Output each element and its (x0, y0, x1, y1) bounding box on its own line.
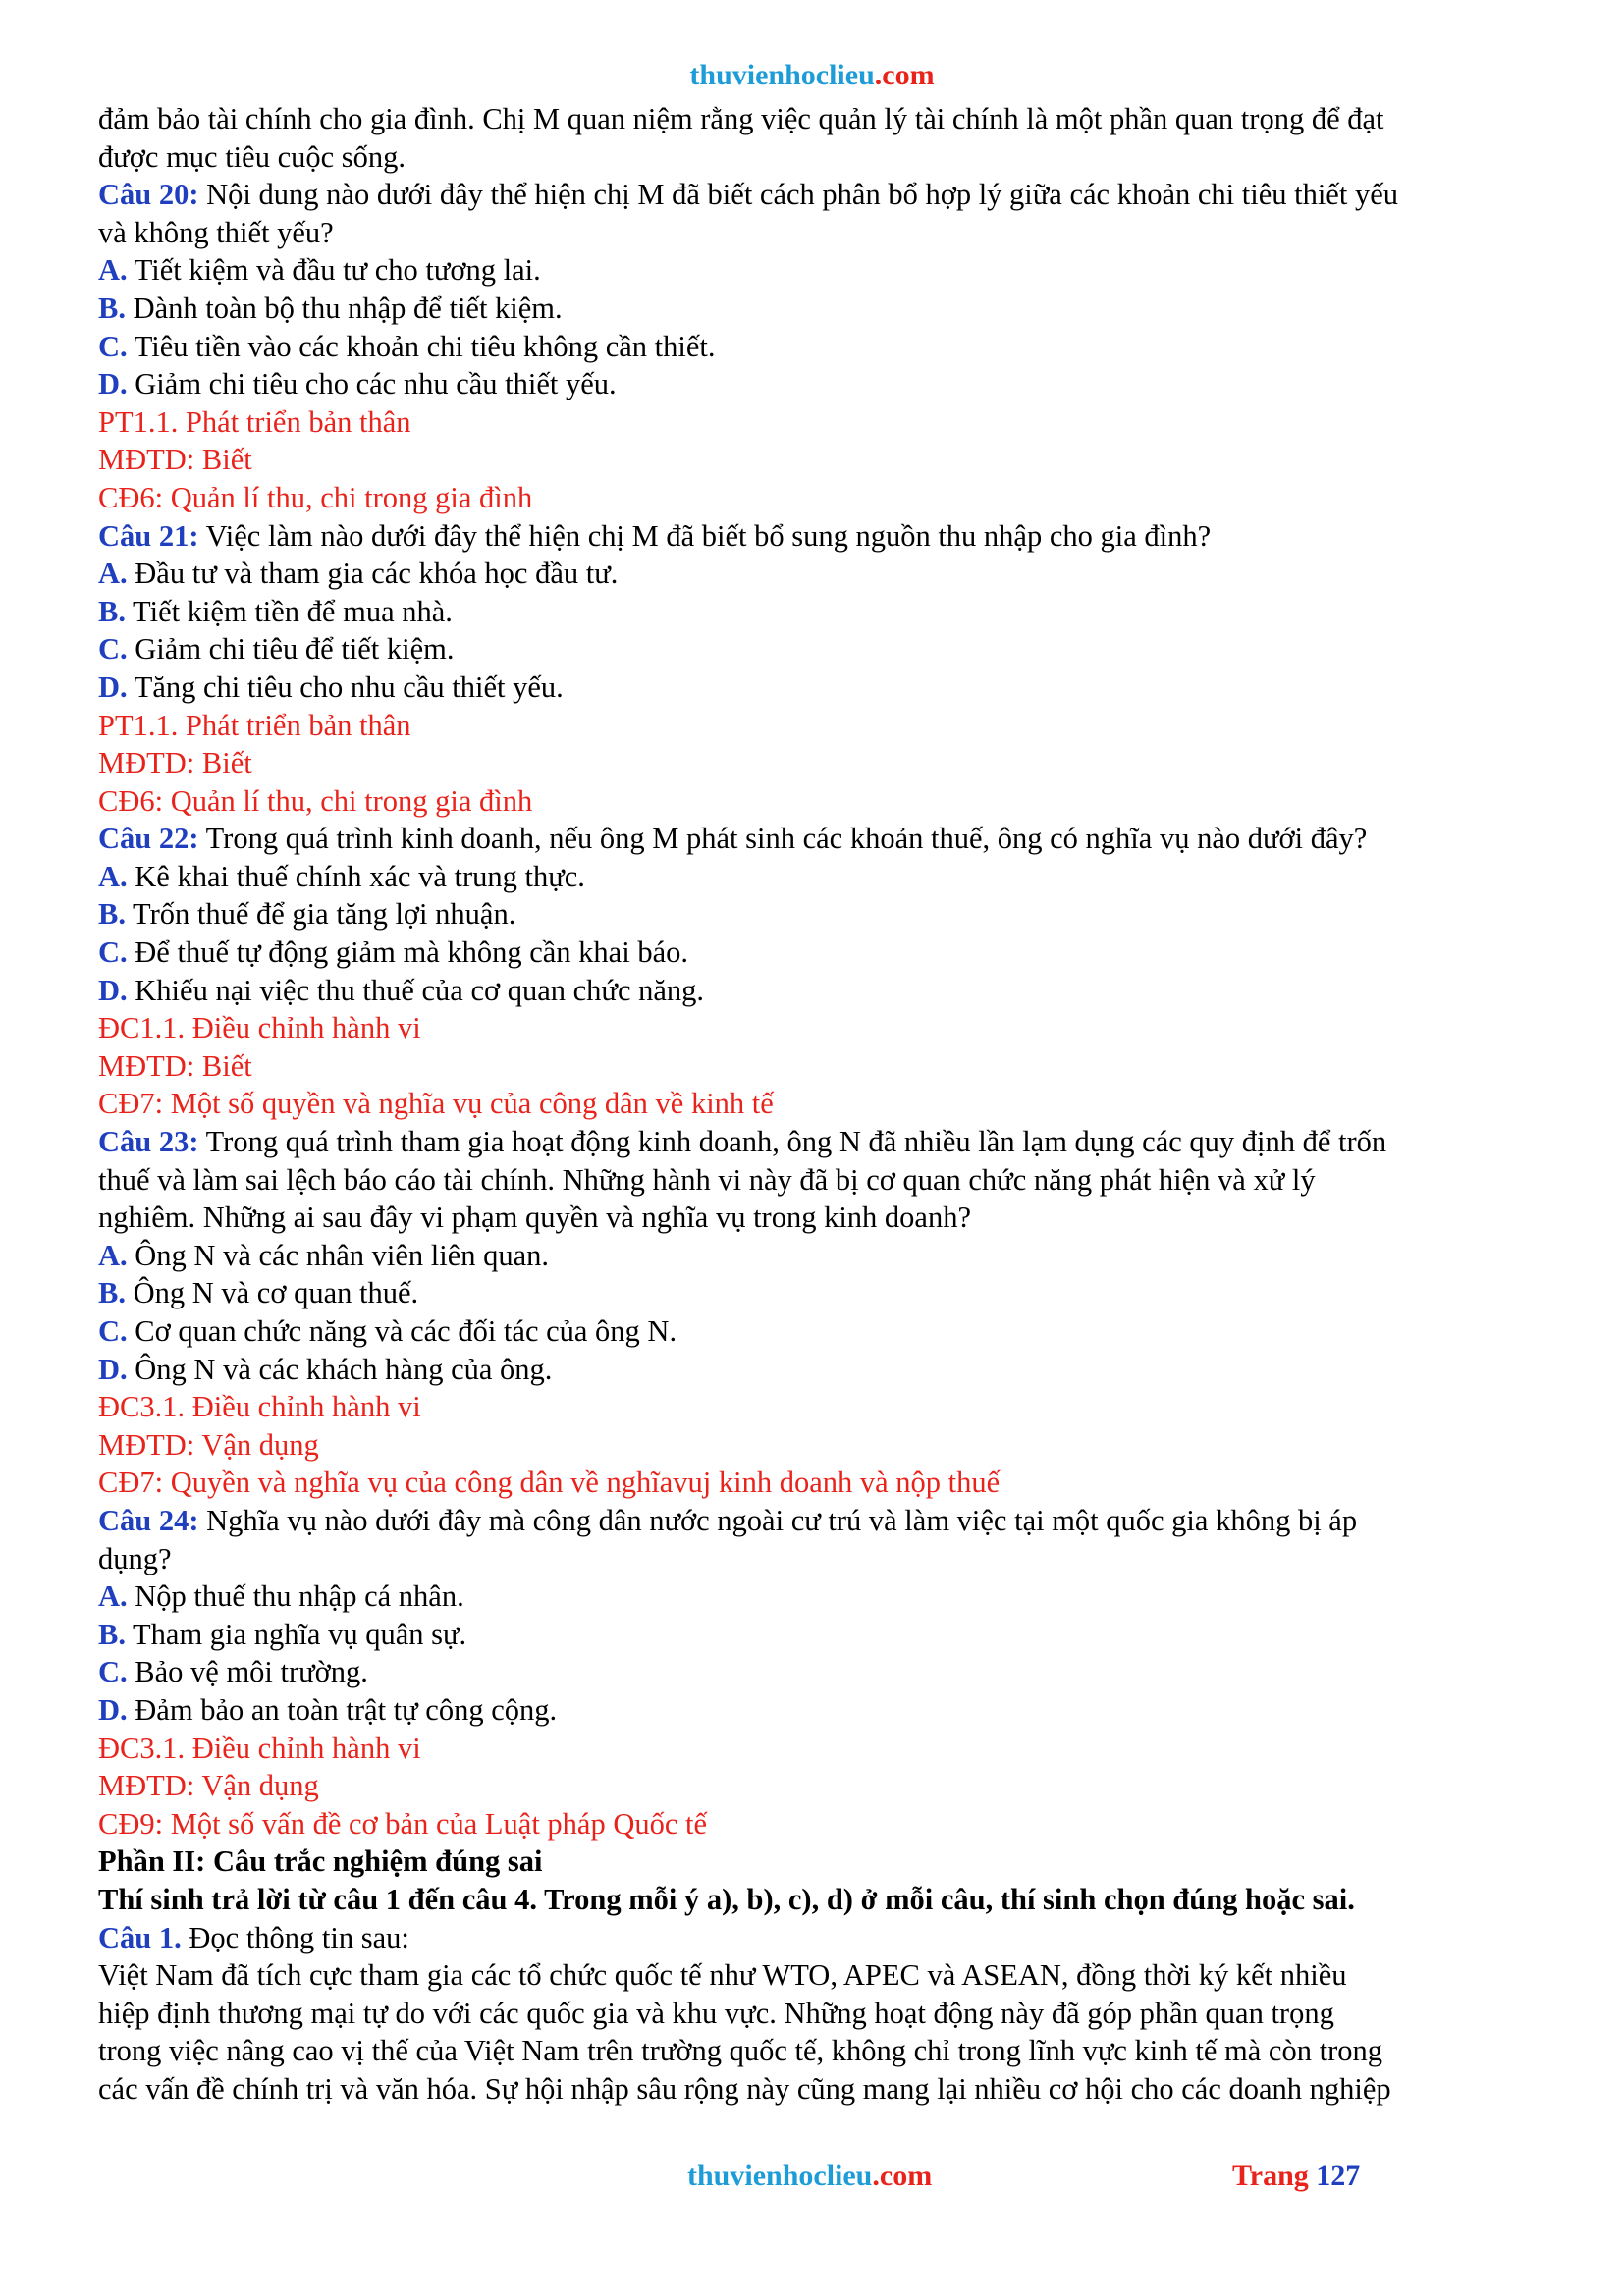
option-letter: D. (98, 973, 128, 1007)
option-b (98, 593, 1532, 631)
option-letter: B. (98, 594, 126, 628)
page-label: Trang (1232, 2160, 1317, 2192)
section-title: Phần II: Câu trắc nghiệm đúng sai (98, 1844, 543, 1879)
question-text: Đọc thông tin sau: (181, 1920, 409, 1954)
question-label: Câu 23: (98, 1125, 199, 1159)
question-23 (98, 1123, 1532, 1161)
question-skill: PT1.1. Phát triển bản thân (98, 708, 411, 742)
intro-line: đảm bảo tài chính cho gia đình. Chị M quan niệm rằng việc quản lý tài chính là một phần quan trọng để đạt (98, 102, 1384, 135)
option-d (98, 668, 1532, 707)
option-letter: B. (98, 897, 126, 932)
option-letter: C. (98, 632, 128, 667)
option-letter: C. (98, 1314, 128, 1348)
option-text: Đảm bảo an toàn trật tự công cộng. (127, 1692, 558, 1727)
option-c (98, 1312, 1532, 1351)
option-text: Tăng chi tiêu cho nhu cầu thiết yếu. (127, 669, 564, 704)
header-brand-name[interactable]: thuvienhoclieu (689, 59, 875, 91)
option-d (98, 1691, 1532, 1730)
option-text: Tham gia nghĩa vụ quân sự. (125, 1617, 467, 1651)
question-level: MĐTD: Biết (98, 443, 252, 477)
question-level: MĐTD: Vận dụng (98, 1769, 319, 1803)
option-c (98, 1653, 1532, 1691)
option-text: Giảm chi tiêu cho các nhu cầu thiết yếu. (127, 367, 617, 401)
page-number (1232, 2160, 1360, 2193)
question-skill: ĐC3.1. Điều chỉnh hành vi (98, 1390, 421, 1424)
footer-brand-name: thuvienhoclieu (687, 2160, 873, 2192)
option-text: Dành toàn bộ thu nhập để tiết kiệm. (125, 291, 563, 325)
document-body (98, 100, 1532, 2108)
option-text: Khiếu nại việc thu thuế của cơ quan chức năng. (127, 973, 705, 1007)
question-topic: CĐ9: Một số vấn đề cơ bản của Luật pháp Quốc tế (98, 1806, 708, 1841)
question-skill: ĐC1.1. Điều chỉnh hành vi (98, 1011, 421, 1045)
question-label: Câu 20: (98, 178, 199, 212)
option-b (98, 1616, 1532, 1654)
question-text: Nghĩa vụ nào dưới đây mà công dân nước ngoài cư trú và làm việc tại một quốc gia không bị áp (198, 1503, 1358, 1537)
option-text: Để thuế tự động giảm mà không cần khai báo. (127, 935, 688, 970)
question-21 (98, 517, 1532, 556)
option-text: Tiêu tiền vào các khoản chi tiêu không cần thiết. (127, 329, 716, 363)
question-22 (98, 820, 1532, 858)
option-a (98, 858, 1532, 896)
question-text-line: dụng? (98, 1541, 172, 1575)
option-b (98, 290, 1532, 328)
intro-line: được mục tiêu cuộc sống. (98, 139, 406, 174)
option-text: Tiết kiệm và đầu tư cho tương lai. (127, 253, 541, 288)
option-text: Bảo vệ môi trường. (127, 1655, 368, 1689)
option-text: Tiết kiệm tiền để mua nhà. (125, 594, 453, 628)
footer-brand-domain: .com (872, 2160, 933, 2192)
option-a (98, 1577, 1532, 1616)
option-letter: B. (98, 291, 126, 325)
option-letter: C. (98, 935, 128, 970)
question-label: Câu 24: (98, 1503, 199, 1537)
passage-line: hiệp định thương mại tự do với các quốc gia và khu vực. Những hoạt động này đã góp phần quan trọng (98, 1996, 1334, 2030)
question-text: Nội dung nào dưới đây thể hiện chị M đã biết cách phân bổ hợp lý giữa các khoản chi tiêu thiết yếu (198, 178, 1398, 212)
part2-question-1 (98, 1919, 1532, 1957)
passage-line: Việt Nam đã tích cực tham gia các tổ chức quốc tế như WTO, APEC và ASEAN, đồng thời ký kết nhiều (98, 1958, 1347, 1993)
option-text: Trốn thuế để gia tăng lợi nhuận. (125, 897, 516, 932)
question-20 (98, 176, 1532, 214)
question-24 (98, 1502, 1532, 1540)
option-b (98, 1274, 1532, 1312)
option-c (98, 328, 1532, 366)
question-label: Câu 1. (98, 1920, 182, 1954)
option-text: Đầu tư và tham gia các khóa học đầu tư. (127, 557, 619, 591)
option-letter: D. (98, 367, 128, 401)
question-text-line: thuế và làm sai lệch báo cáo tài chính. Những hành vi này đã bị cơ quan chức năng phát hiện và xử lý (98, 1162, 1316, 1197)
option-letter: B. (98, 1617, 126, 1651)
page-number-value: 127 (1316, 2160, 1361, 2192)
question-text: Trong quá trình kinh doanh, nếu ông M phát sinh các khoản thuế, ông có nghĩa vụ nào dưới đây? (198, 822, 1368, 856)
question-text: Việc làm nào dưới đây thể hiện chị M đã biết bổ sung nguồn thu nhập cho gia đình? (198, 518, 1212, 553)
section-instruction: Thí sinh trả lời từ câu 1 đến câu 4. Trong mỗi ý a), b), c), d) ở mỗi câu, thí sinh chọn đúng hoặc sai. (98, 1882, 1355, 1916)
option-c (98, 630, 1532, 668)
question-level: MĐTD: Vận dụng (98, 1427, 319, 1462)
option-text: Ông N và các khách hàng của ông. (127, 1352, 553, 1386)
question-skill: ĐC3.1. Điều chỉnh hành vi (98, 1731, 421, 1765)
page-header (0, 59, 1624, 92)
option-letter: A. (98, 859, 128, 893)
option-d (98, 1351, 1532, 1389)
question-level: MĐTD: Biết (98, 746, 252, 780)
question-topic: CĐ6: Quản lí thu, chi trong gia đình (98, 783, 533, 818)
option-a (98, 1237, 1532, 1275)
option-letter: A. (98, 1238, 128, 1272)
question-level: MĐTD: Biết (98, 1048, 252, 1083)
option-letter: D. (98, 1692, 128, 1727)
option-text: Nộp thuế thu nhập cá nhân. (127, 1579, 464, 1614)
option-text: Giảm chi tiêu để tiết kiệm. (127, 632, 455, 667)
question-topic: CĐ7: Một số quyền và nghĩa vụ của công dân về kinh tế (98, 1087, 774, 1121)
option-text: Kê khai thuế chính xác và trung thực. (127, 859, 585, 893)
option-letter: D. (98, 1352, 128, 1386)
footer-brand[interactable] (687, 2160, 932, 2193)
option-letter: B. (98, 1276, 126, 1310)
option-letter: C. (98, 329, 128, 363)
option-a (98, 555, 1532, 593)
passage-line: các vấn đề chính trị và văn hóa. Sự hội nhập sâu rộng này cũng mang lại nhiều cơ hội cho các doanh nghiệp (98, 2071, 1391, 2106)
question-topic: CĐ7: Quyền và nghĩa vụ của công dân về nghĩavuj kinh doanh và nộp thuế (98, 1466, 1001, 1500)
option-letter: A. (98, 557, 128, 591)
question-label: Câu 21: (98, 518, 199, 553)
option-letter: A. (98, 1579, 128, 1614)
option-c (98, 934, 1532, 972)
option-text: Cơ quan chức năng và các đối tác của ông N. (127, 1314, 677, 1348)
question-text: Trong quá trình tham gia hoạt động kinh doanh, ông N đã nhiều lần lạm dụng các quy định để trốn (198, 1125, 1387, 1159)
question-topic: CĐ6: Quản lí thu, chi trong gia đình (98, 480, 533, 514)
page-footer (0, 2160, 1624, 2199)
option-a (98, 251, 1532, 290)
passage-line: trong việc nâng cao vị thế của Việt Nam trên trường quốc tế, không chỉ trong lĩnh vực kinh tế mà còn trong (98, 2034, 1382, 2068)
question-text-line: và không thiết yếu? (98, 215, 334, 249)
option-letter: A. (98, 253, 128, 288)
option-letter: C. (98, 1655, 128, 1689)
header-brand-domain[interactable]: .com (874, 59, 935, 91)
question-text-line: nghiêm. Những ai sau đây vi phạm quyền và nghĩa vụ trong kinh doanh? (98, 1201, 971, 1235)
option-b (98, 895, 1532, 934)
option-text: Ông N và cơ quan thuế. (125, 1276, 419, 1310)
option-d (98, 972, 1532, 1010)
option-letter: D. (98, 669, 128, 704)
option-text: Ông N và các nhân viên liên quan. (127, 1238, 550, 1272)
question-skill: PT1.1. Phát triển bản thân (98, 404, 411, 439)
question-label: Câu 22: (98, 822, 199, 856)
option-d (98, 365, 1532, 403)
